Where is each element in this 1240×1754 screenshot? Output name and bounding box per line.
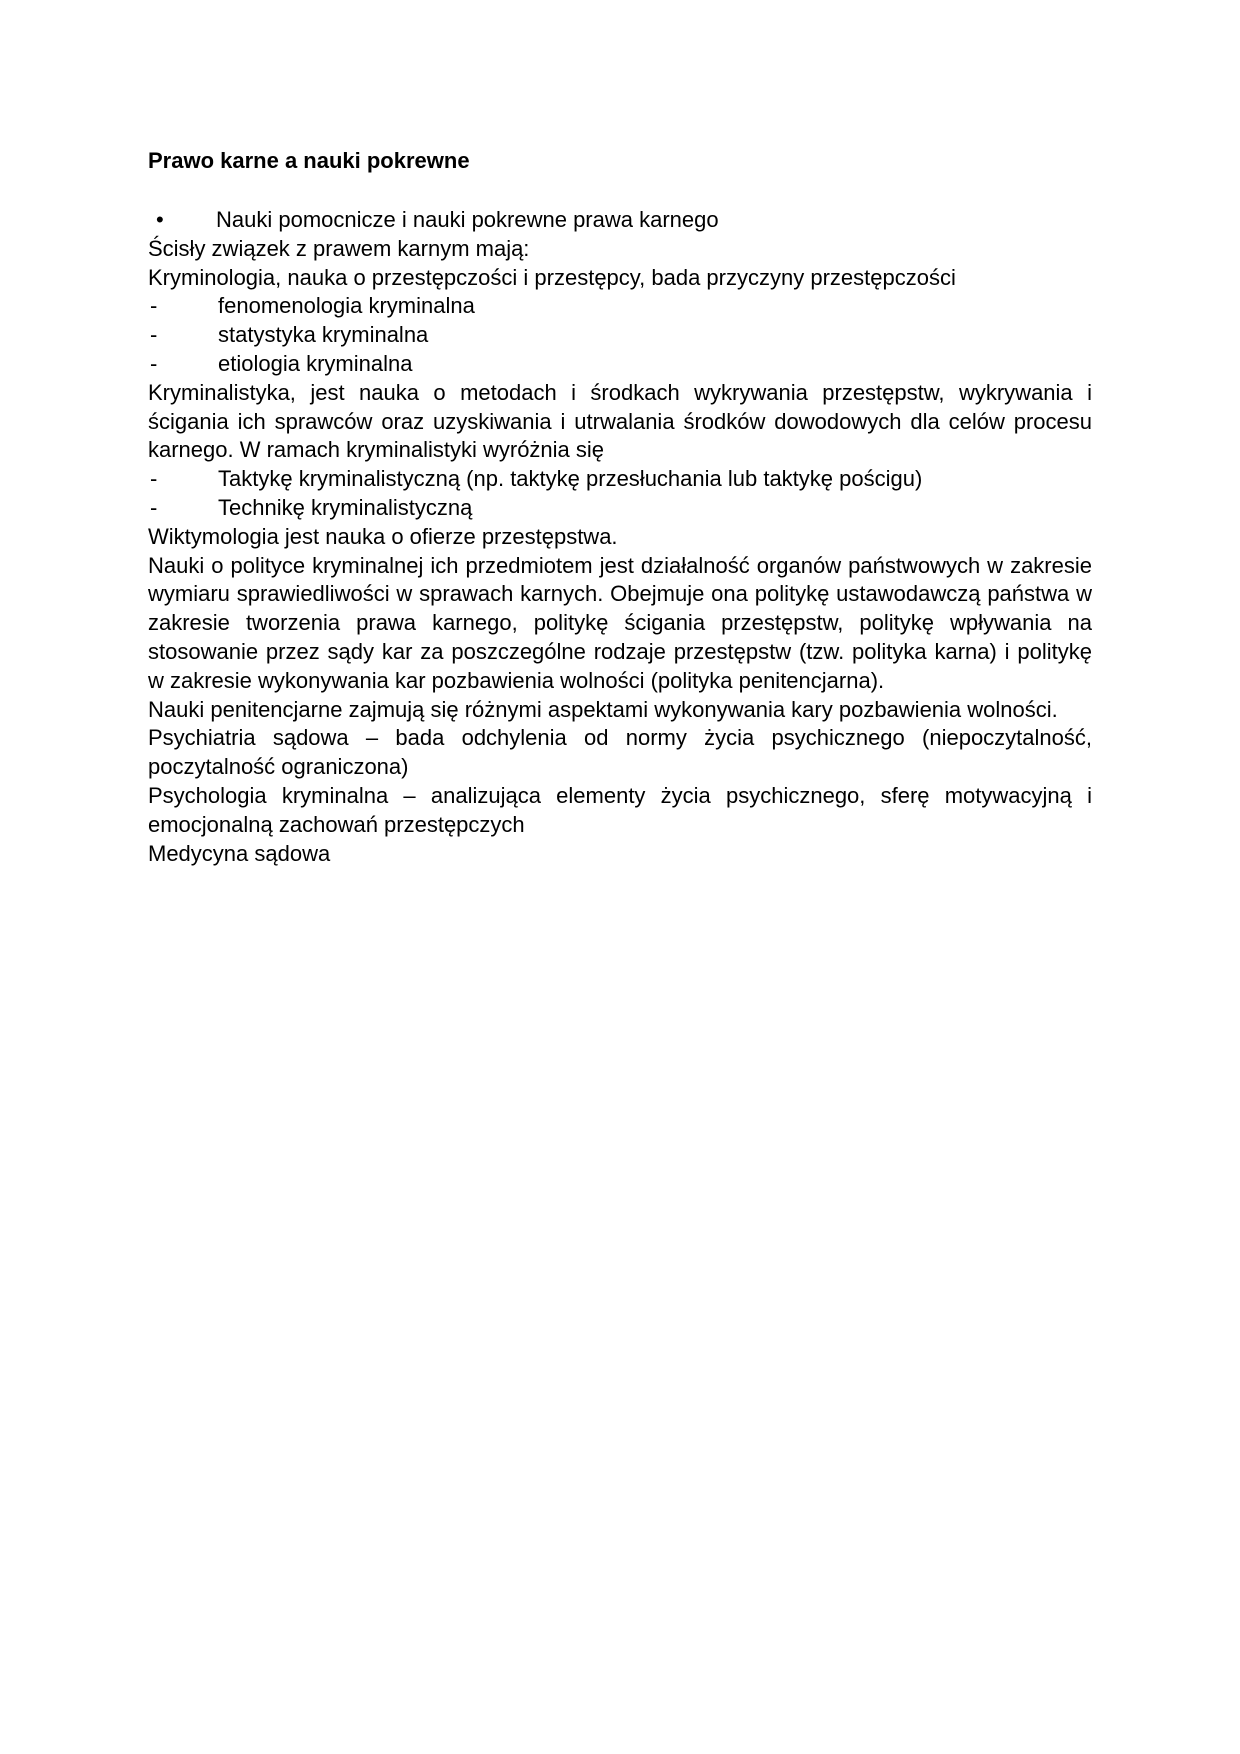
medycyna-line: Medycyna sądowa	[148, 840, 331, 866]
bullet-marker: •	[156, 207, 164, 232]
psychiatria-paragraph: Psychiatria sądowa – bada odchylenia od normy życia psychicznego (niepoczytalność, poczytalność ograniczona)	[148, 725, 1092, 780]
bullet-item-text: Nauki pomocnicze i nauki pokrewne prawa karnego	[216, 207, 719, 232]
kryminologia-line: Kryminologia, nauka o przestępczości i przestępcy, bada przyczyny przestępczości	[148, 264, 956, 290]
kryminalistyka-paragraph: Kryminalistyka, jest nauka o metodach i środkach wykrywania przestępstw, wykrywania i ścigania ich sprawców oraz uzyskiwania i utrwalania środków dowodowych dla celów procesu karnego. W ramach kryminalistyki wyróżnia się	[148, 379, 1092, 463]
dash-item-text: fenomenologia kryminalna	[218, 293, 475, 319]
dash-list-item	[148, 292, 1092, 321]
dash-marker: -	[150, 494, 158, 520]
bullet-list-item	[148, 206, 1092, 235]
psychologia-paragraph: Psychologia kryminalna – analizująca elementy życia psychicznego, sferę motywacyjną i emocjonalną zachowań przestępczych	[148, 782, 1092, 837]
dash-marker: -	[150, 322, 158, 348]
dash-list-item	[148, 465, 1092, 494]
dash-item-text: statystyka kryminalna	[218, 322, 429, 348]
polityka-paragraph: Nauki o polityce kryminalnej ich przedmiotem jest działalność organów państwowych w zakresie wymiaru sprawiedliwości w sprawach karnych. Obejmuje ona politykę ustawodawczą państwa w zakresie tworzenia prawa karnego, politykę ścigania przestępstw, politykę wpływania na stosowanie przez sądy kar za poszczególne rodzaje przestępstw (tzw. polityka karna) i politykę w zakresie wykonywania kar pozbawienia wolności (polityka penitencjarna).	[148, 552, 1092, 693]
dash-marker: -	[150, 293, 158, 319]
dash-list-item	[148, 494, 1092, 523]
dash-marker: -	[150, 466, 158, 492]
intro-line: Ścisły związek z prawem karnym mają:	[148, 235, 530, 261]
dash-marker: -	[150, 350, 158, 376]
document-page	[148, 0, 1092, 1754]
document-title: Prawo karne a nauki pokrewne	[148, 148, 470, 173]
document-body	[148, 206, 1092, 868]
dash-item-text: Taktykę kryminalistyczną (np. taktykę przesłuchania lub taktykę pościgu)	[218, 466, 923, 492]
dash-list-item	[148, 321, 1092, 350]
wiktymologia-line: Wiktymologia jest nauka o ofierze przestępstwa.	[148, 523, 618, 549]
dash-list-item	[148, 350, 1092, 379]
penitencjarne-paragraph: Nauki penitencjarne zajmują się różnymi aspektami wykonywania kary pozbawienia wolności.	[148, 696, 1058, 722]
dash-item-text: etiologia kryminalna	[218, 350, 413, 376]
dash-item-text: Technikę kryminalistyczną	[218, 494, 473, 520]
